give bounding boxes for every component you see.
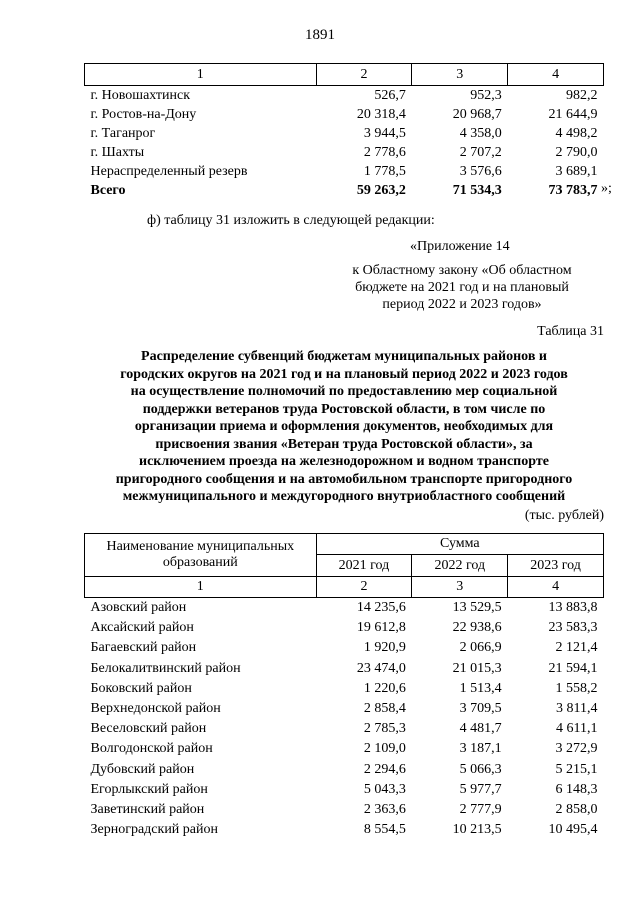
value-2022: 1 513,4 — [459, 680, 502, 696]
district-name: Белокалитвинский район — [90, 660, 241, 676]
district-name: Верхнедонской район — [90, 701, 221, 717]
value-2022: 10 213,5 — [452, 822, 502, 838]
instruction-text: ф) таблицу 31 изложить в следующей редакции: — [147, 213, 435, 228]
table-row — [85, 124, 604, 143]
row-name: г. Ростов-на-Дону — [90, 107, 197, 122]
value-2021: 2 294,6 — [363, 761, 406, 777]
table-row — [85, 739, 604, 759]
value-2023: 10 495,4 — [548, 822, 598, 838]
table-row — [85, 800, 604, 820]
year-header: 2023 год — [508, 555, 604, 577]
year-header: 2021 год — [316, 555, 412, 577]
table-row — [85, 162, 604, 181]
table-row — [85, 820, 604, 840]
table-row — [85, 699, 604, 719]
value-2021: 1 920,9 — [363, 640, 406, 656]
row-name: г. Новошахтинск — [90, 88, 191, 103]
row-name: г. Шахты — [90, 145, 145, 160]
appendix-line: период 2022 и 2023 годов» — [382, 297, 542, 312]
district-name: Заветинский район — [90, 801, 205, 817]
appendix-line: бюджете на 2021 год и на плановый — [355, 280, 569, 295]
value-2022: 20 968,7 — [452, 107, 502, 122]
row-name: Нераспределенный резерв — [90, 164, 248, 179]
units-note: (тыс. рублей) — [524, 508, 604, 523]
value-2022: 21 015,3 — [452, 660, 502, 676]
table-row — [85, 618, 604, 638]
value-2022: 2 066,9 — [459, 640, 502, 656]
value-2021: 5 043,3 — [363, 781, 406, 797]
value-2022: 3 187,1 — [459, 741, 502, 757]
value-2022: 22 938,6 — [452, 620, 502, 636]
value-2022: 952,3 — [470, 88, 502, 103]
total-2021: 59 263,2 — [356, 183, 406, 198]
column-number: 3 — [412, 577, 508, 598]
total-row — [85, 181, 604, 200]
value-2023: 21 644,9 — [548, 107, 598, 122]
appendix-title: «Приложение 14 — [410, 239, 510, 254]
value-2021: 23 474,0 — [356, 660, 406, 676]
top-table — [84, 63, 604, 200]
value-2023: 3 272,9 — [555, 741, 598, 757]
value-2023: 5 215,1 — [555, 761, 598, 777]
table-row — [85, 719, 604, 739]
value-2021: 526,7 — [374, 88, 406, 103]
value-2021: 3 944,5 — [363, 126, 406, 141]
value-2023: 982,2 — [566, 88, 598, 103]
value-2022: 2 707,2 — [459, 145, 502, 160]
page-number: 1891 — [305, 27, 335, 43]
value-2021: 20 318,4 — [356, 107, 406, 122]
column-number: 1 — [85, 64, 317, 86]
district-name: Егорлыкский район — [90, 781, 208, 797]
value-2023: 23 583,3 — [548, 620, 598, 636]
value-2023: 4 611,1 — [556, 721, 598, 737]
table-row — [85, 638, 604, 658]
district-name: Багаевский район — [90, 640, 197, 656]
table-label: Таблица 31 — [537, 324, 604, 339]
table-title — [84, 348, 604, 506]
title-line: исключением проезда на железнодорожном и водном транспорте — [139, 454, 549, 469]
value-2023: 1 558,2 — [555, 680, 598, 696]
value-2023: 21 594,1 — [548, 660, 598, 676]
value-2022: 4 481,7 — [459, 721, 502, 737]
table-row — [85, 105, 604, 124]
column-number: 2 — [316, 577, 412, 598]
top-table-header-row — [85, 64, 604, 86]
value-2021: 2 778,6 — [363, 145, 406, 160]
table-row — [85, 679, 604, 699]
district-name: Веселовский район — [90, 721, 207, 737]
district-name: Аксайский район — [90, 620, 194, 636]
header-sum-cell: Сумма — [316, 534, 603, 555]
value-2022: 5 977,7 — [459, 781, 502, 797]
title-line: пригородного сообщения и на автомобильном транспорте пригородного — [115, 471, 573, 487]
column-number: 3 — [412, 64, 508, 86]
column-number: 1 — [85, 577, 317, 598]
value-2022: 13 529,5 — [452, 600, 502, 616]
value-2021: 14 235,6 — [356, 600, 406, 616]
value-2022: 3 709,5 — [459, 701, 502, 717]
value-2023: 6 148,3 — [555, 781, 598, 797]
header-name-cell: Наименование муниципальных образований — [85, 534, 317, 577]
table-row — [85, 86, 604, 106]
district-name: Боковский район — [90, 680, 192, 696]
appendix-line: к Областному закону «Об областном — [352, 263, 572, 278]
value-2023: 13 883,8 — [548, 600, 598, 616]
value-2022: 2 777,9 — [459, 801, 502, 817]
column-number: 4 — [508, 64, 604, 86]
table-row — [85, 659, 604, 679]
column-number: 2 — [316, 64, 412, 86]
value-2023: 3 811,4 — [556, 701, 598, 717]
column-number: 4 — [508, 577, 604, 598]
title-line: на осуществление полномочий по предоставлению мер социальной — [130, 384, 558, 399]
title-line: городских округов на 2021 год и на плановый период 2022 и 2023 годов — [120, 366, 568, 382]
value-2021: 1 778,5 — [363, 164, 406, 179]
title-line: межмуниципального и междугородного внутриобластного сообщений — [122, 489, 566, 504]
title-line: организации приема и оформления документов, необходимых для — [134, 419, 554, 434]
title-line: Распределение субвенций бюджетам муниципальных районов и — [141, 349, 547, 364]
value-2021: 8 554,5 — [363, 822, 406, 838]
closing-quote: »; — [601, 181, 612, 196]
value-2021: 2 109,0 — [363, 741, 406, 757]
table-row — [85, 760, 604, 780]
value-2021: 1 220,6 — [363, 680, 406, 696]
value-2022: 5 066,3 — [459, 761, 502, 777]
row-name: г. Таганрог — [90, 126, 156, 141]
district-name: Волгодонской район — [90, 741, 213, 757]
main-table — [84, 533, 604, 840]
value-2022: 4 358,0 — [459, 126, 502, 141]
value-2022: 3 576,6 — [459, 164, 502, 179]
value-2023: 2 858,0 — [555, 801, 598, 817]
value-2023: 2 790,0 — [555, 145, 598, 160]
value-2021: 2 363,6 — [363, 801, 406, 817]
district-name: Дубовский район — [90, 761, 195, 777]
district-name: Азовский район — [90, 600, 187, 616]
table-row — [85, 780, 604, 800]
total-2023: 73 783,7 — [548, 183, 598, 198]
value-2023: 4 498,2 — [555, 126, 598, 141]
value-2021: 2 785,3 — [363, 721, 406, 737]
table-row — [85, 598, 604, 619]
value-2023: 2 121,4 — [555, 640, 598, 656]
value-2021: 2 858,4 — [363, 701, 406, 717]
title-line: поддержки ветеранов труда Ростовской области, в том числе по — [142, 401, 546, 417]
table-row — [85, 143, 604, 162]
value-2021: 19 612,8 — [356, 620, 406, 636]
total-label: Всего — [90, 183, 126, 198]
year-header: 2022 год — [412, 555, 508, 577]
value-2023: 3 689,1 — [555, 164, 598, 179]
title-line: присвоения звания «Ветеран труда Ростовской области», за — [155, 436, 533, 452]
district-name: Зерноградский район — [90, 822, 218, 838]
total-2022: 71 534,3 — [452, 183, 502, 198]
